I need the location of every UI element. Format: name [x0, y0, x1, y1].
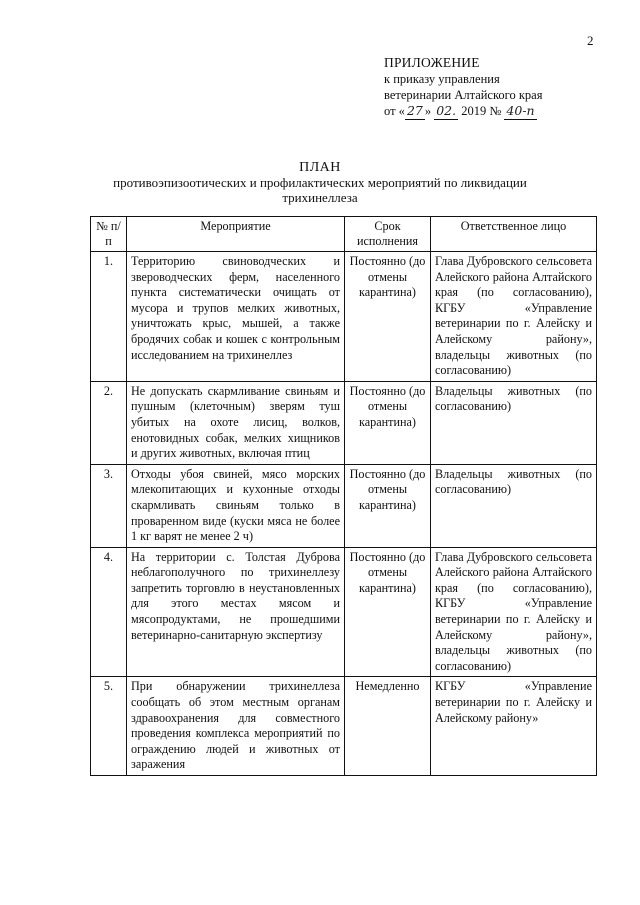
appendix-heading: ПРИЛОЖЕНИЕ: [384, 55, 480, 70]
row-activity: Не допускать скармливание свиньям и пушным (клеточным) зверям туш убитых на охоте лисиц, волков, енотовидных собак, мелких хищников и других животных, включая птиц: [127, 381, 345, 464]
date-prefix: от «: [384, 104, 405, 118]
date-month: 02.: [436, 103, 457, 118]
row-num: 4.: [91, 547, 127, 677]
row-term: Постоянно (до отмены карантина): [345, 464, 431, 547]
table-row: [91, 677, 597, 776]
date-year: 2019 №: [461, 104, 502, 118]
row-responsible: КГБУ «Управление ветеринарии по г. Алейску и Алейскому району»: [431, 677, 597, 776]
header-num: № п/п: [91, 217, 127, 252]
row-num: 3.: [91, 464, 127, 547]
appendix-line-2: ветеринарии Алтайского края: [384, 88, 543, 102]
row-responsible: Владельцы животных (по согласованию): [431, 464, 597, 547]
title-line-1: противоэпизоотических и профилактических мероприятий по ликвидации: [113, 175, 527, 190]
row-responsible: Глава Дубровского сельсовета Алейского района Алтайского края (по согласованию), КГБУ «Управление ветеринарии по г. Алейску и Алейскому району», владельцы животных (по согласованию): [431, 547, 597, 677]
row-term: Постоянно (до отмены карантина): [345, 381, 431, 464]
title-main: ПЛАН: [299, 160, 341, 175]
page-number: 2: [587, 33, 594, 48]
appendix-line-1: к приказу управления: [384, 72, 500, 86]
date-mid: »: [424, 104, 432, 118]
row-term: Постоянно (до отмены карантина): [345, 252, 431, 382]
table-row: [91, 464, 597, 547]
table-row: [91, 381, 597, 464]
row-activity: На территории с. Толстая Дуброва неблагополучного по трихинеллезу запретить торговлю в неустановленных для этого местах мясом и мясопродуктами, не прошедшими ветеринарно-санитарную экспертизу: [127, 547, 345, 677]
plan-table: [90, 216, 597, 776]
row-responsible: Владельцы животных (по согласованию): [431, 381, 597, 464]
document-title: [0, 160, 640, 205]
appendix-block: [384, 55, 542, 120]
appendix-date-line: [384, 103, 542, 120]
order-number: 40-п: [506, 103, 535, 118]
row-num: 2.: [91, 381, 127, 464]
row-activity: Отходы убоя свиней, мясо морских млекопитающих и кухонные отходы скармливать свиньям только в проваренном виде (куски мяса не более 1 кг варят не менее 2 ч): [127, 464, 345, 547]
row-num: 5.: [91, 677, 127, 776]
header-activity: Мероприятие: [127, 217, 345, 252]
row-activity: При обнаружении трихинеллеза сообщать об этом местным органам здравоохранения для совместного проведения комплекса мероприятий по ограждению людей и животных от заражения: [127, 677, 345, 776]
table-row: [91, 547, 597, 677]
row-activity: Территорию свиноводческих и звероводческих ферм, населенного пункта систематически очищать от мусора и трупов мелких животных, уничтожать крыс, мышей, а также бродячих собак и кошек с контрольным исследованием на трихинеллез: [127, 252, 345, 382]
header-responsible: Ответственное лицо: [431, 217, 597, 252]
table-row: [91, 252, 597, 382]
row-num: 1.: [91, 252, 127, 382]
row-term: Немедленно: [345, 677, 431, 776]
title-line-2: трихинеллеза: [282, 190, 358, 205]
table-header-row: [91, 217, 597, 252]
row-responsible: Глава Дубровского сельсовета Алейского района Алтайского края (по согласованию), КГБУ «Управление ветеринарии по г. Алейску и Алейскому району», владельцы животных (по согласованию): [431, 252, 597, 382]
header-term: Срок исполнения: [345, 217, 431, 252]
row-term: Постоянно (до отмены карантина): [345, 547, 431, 677]
date-day: 27: [406, 103, 423, 118]
